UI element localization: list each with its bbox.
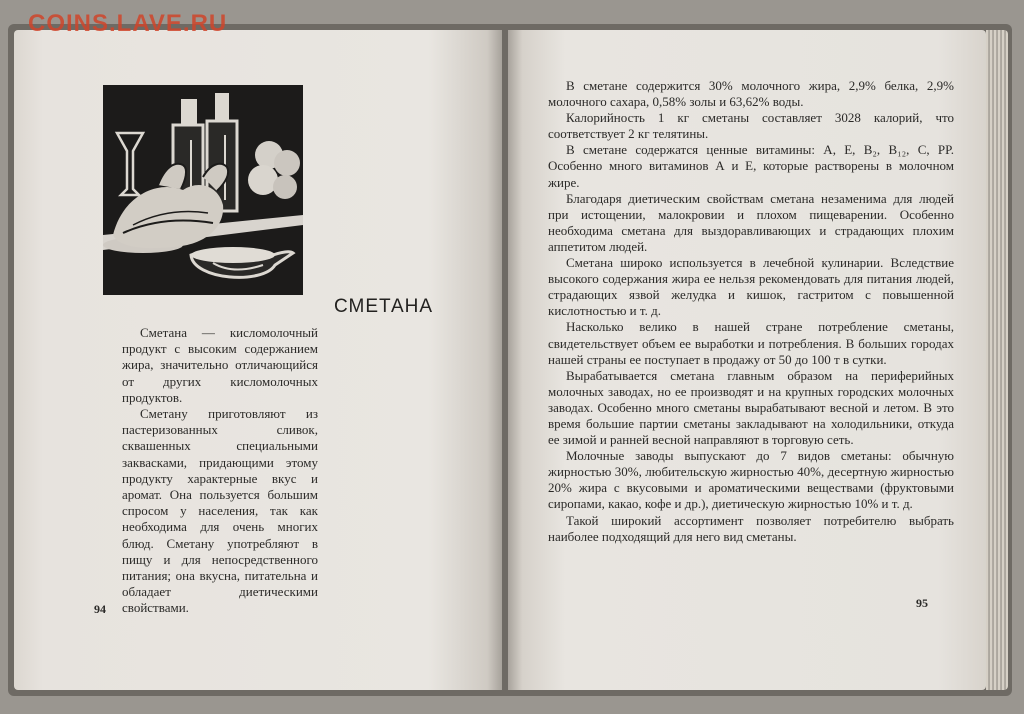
paragraph: Такой широкий ассортимент позволяет потребителю выбрать наиболее подходящий для него вид сметаны. — [548, 512, 954, 544]
right-page — [508, 30, 986, 690]
body-text — [548, 78, 954, 545]
open-book — [8, 24, 1012, 696]
intro-paragraph: Сметану приготовляют из пастеризованных сливок, сквашенных специальными заквасками, придающими этому продукту характерные вкус и аромат. Она пользуется большим спросом у населения, так как необходима для очень многих блюд. Сметану употребляют в пищу и для непосредственного питания; она вкусна, питательна и обладает диетическими свойствами. — [122, 406, 318, 616]
paragraph: Благодаря диетическим свойствам сметана незаменима для людей при истощении, малокровии и плохом пищеварении. Особенно необходима сметана для выздоравливающих и страдающих плохим аппетитом людей. — [548, 190, 954, 254]
paragraph: В сметане содержится 30% молочного жира, 2,9% белка, 2,9% молочного сахара, 0,58% золы и 63,62% воды. — [548, 78, 954, 110]
paragraph: Молочные заводы выпускают до 7 видов сметаны: обычную жирностью 30%, любительскую жирностью 40%, десертную жирностью 20% жира с вкусовыми и ароматическими веществами (фруктовыми сиропами, какао, кофе и др.), диетическую жирностью 10% и т. д. — [548, 448, 954, 512]
left-page — [14, 30, 502, 690]
page-title: СМЕТАНА — [334, 296, 434, 317]
paragraph: Насколько велико в нашей стране потребление сметаны, свидетельствует объем ее выработки и потребления. В больших городах нашей страны ее поступает в продажу от 50 до 100 т в сутки. — [548, 319, 954, 367]
woodcut-illustration — [103, 85, 303, 295]
page-number-right: 95 — [916, 596, 928, 610]
intro-text — [122, 325, 318, 617]
site-watermark: COINS.LAVE.RU — [28, 10, 228, 37]
paragraph: В сметане содержатся ценные витамины: А, Е, B₂, B₁₂, С, РР. Особенно много витаминов А и Е, которые растворены в молочном жире. — [548, 142, 954, 190]
paragraph: Сметана широко используется в лечебной кулинарии. Вследствие высокого содержания жира ее нельзя рекомендовать для питания людей, страдающих язвой желудка и кишок, гастритом с повышенной кислотностью и т. д. — [548, 255, 954, 319]
page-number-left: 94 — [94, 602, 106, 616]
intro-paragraph: Сметана — кисломолочный продукт с высоким содержанием жира, значительно отличающийся от других кисломолочных продуктов. — [122, 325, 318, 405]
page-edges — [986, 30, 1008, 690]
paragraph: Калорийность 1 кг сметаны составляет 3028 калорий, что соответствует 2 кг телятины. — [548, 110, 954, 142]
paragraph: Вырабатывается сметана главным образом на периферийных молочных заводах, но ее производят и на крупных городских молочных заводах. Особенно много сметаны вырабатывают весной и летом. В это время большие партии сметаны закладывают на холодильники, откуда ее зимой и ранней весной направляют в торговую сеть. — [548, 367, 954, 448]
